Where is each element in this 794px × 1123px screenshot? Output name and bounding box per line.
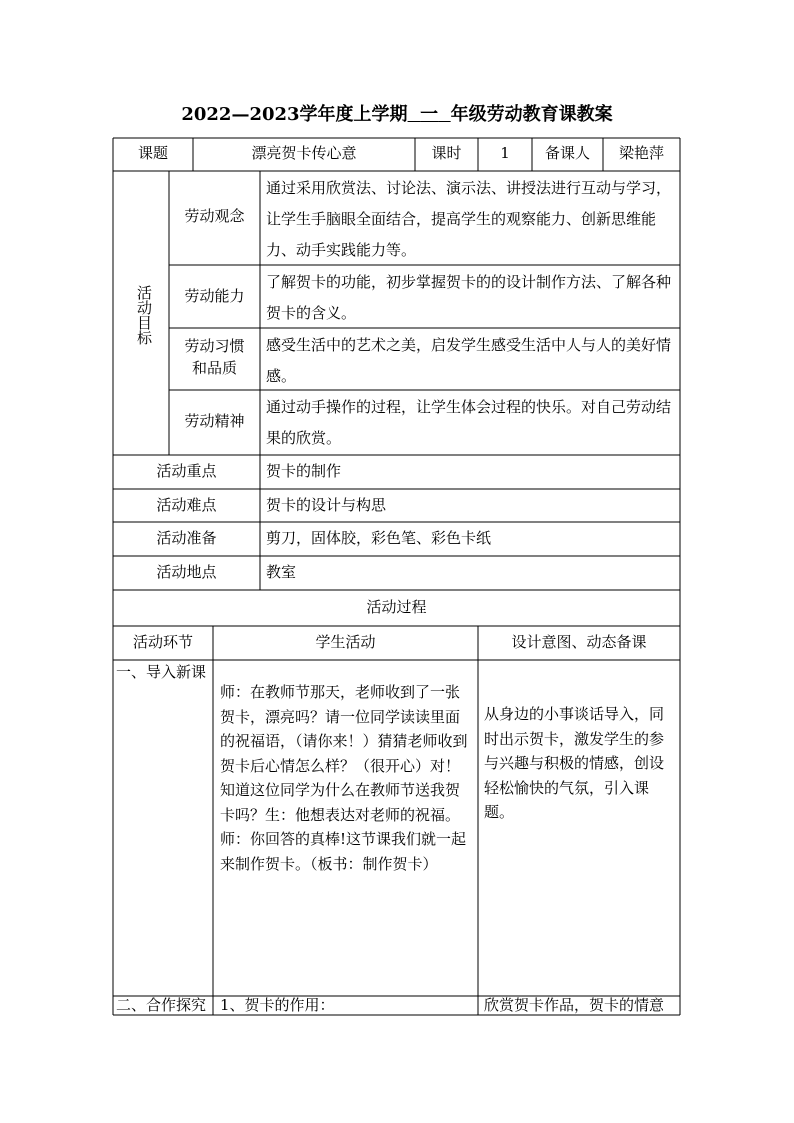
grade-field: 一 bbox=[420, 104, 439, 125]
intent-1: 从身边的小事谈话导入，同时出示贺卡，激发学生的参与兴趣与积极的情感，创设轻松愉快的气氛，引入课题。 bbox=[484, 705, 665, 821]
period-value: 1 bbox=[500, 144, 510, 162]
goal-label-concept: 劳动观念 bbox=[184, 207, 245, 225]
activity-1: 师：在教师节那天，老师收到了一张贺卡，漂亮吗？请一位同学读读里面的祝福语，（请你来！）猜猜老师收到贺卡后心情怎么样？（很开心）对！知道这位同学为什么在教师节送我贺卡吗？生：他想表达对老师的祝福。师：你回答的真棒!这节课我们就一起来制作贺卡。（板书：制作贺卡） bbox=[220, 683, 468, 873]
topic-label: 课题 bbox=[137, 144, 168, 162]
info-value-location: 教室 bbox=[266, 563, 297, 581]
goal-label-habits: 劳动习惯和品质 bbox=[184, 337, 245, 377]
goal-label-spirit: 劳动精神 bbox=[184, 412, 245, 430]
info-label-difficulty: 活动难点 bbox=[156, 496, 217, 514]
preparer-value: 梁艳萍 bbox=[618, 144, 664, 162]
goal-content-habits: 感受生活中的艺术之美，启发学生感受生活中人与人的美好情感。 bbox=[266, 336, 672, 385]
goals-section-label: 活动目标 bbox=[135, 285, 153, 345]
column-activity: 学生活动 bbox=[315, 633, 376, 651]
topic-value: 漂亮贺卡传心意 bbox=[251, 144, 357, 162]
goal-content-concept: 通过采用欣赏法、讨论法、演示法、讲授法进行互动与学习，让学生手脑眼全面结合，提高学生的观察能力、创新思维能力、动手实践能力等。 bbox=[266, 179, 672, 259]
activity-2: 1、贺卡的作用： bbox=[220, 996, 335, 1014]
stage-1: 一、导入新课 bbox=[116, 663, 207, 681]
stage-2: 二、合作探究 bbox=[116, 996, 207, 1014]
info-value-prep: 剪刀，固体胶，彩色笔、彩色卡纸 bbox=[266, 529, 492, 547]
goal-label-ability: 劳动能力 bbox=[184, 287, 245, 305]
info-value-key: 贺卡的制作 bbox=[266, 462, 342, 480]
page-title: 2022—2023学年度上学期 一 年级劳动教育课教案 bbox=[181, 104, 613, 125]
period-label: 课时 bbox=[431, 144, 462, 162]
column-stage: 活动环节 bbox=[132, 633, 193, 651]
preparer-label: 备课人 bbox=[544, 144, 590, 162]
info-label-prep: 活动准备 bbox=[156, 529, 217, 547]
process-heading: 活动过程 bbox=[366, 598, 427, 616]
info-label-key: 活动重点 bbox=[156, 462, 217, 480]
goal-content-ability: 了解贺卡的功能，初步掌握贺卡的的设计制作方法、了解各种贺卡的含义。 bbox=[266, 273, 672, 322]
goal-content-spirit: 通过动手操作的过程，让学生体会过程的快乐。对自己劳动结果的欣赏。 bbox=[266, 398, 672, 447]
intent-2: 欣赏贺卡作品，贺卡的情意 bbox=[484, 996, 665, 1014]
info-value-difficulty: 贺卡的设计与构思 bbox=[266, 496, 387, 514]
column-intent: 设计意图、动态备课 bbox=[511, 633, 647, 651]
info-label-location: 活动地点 bbox=[156, 563, 217, 581]
